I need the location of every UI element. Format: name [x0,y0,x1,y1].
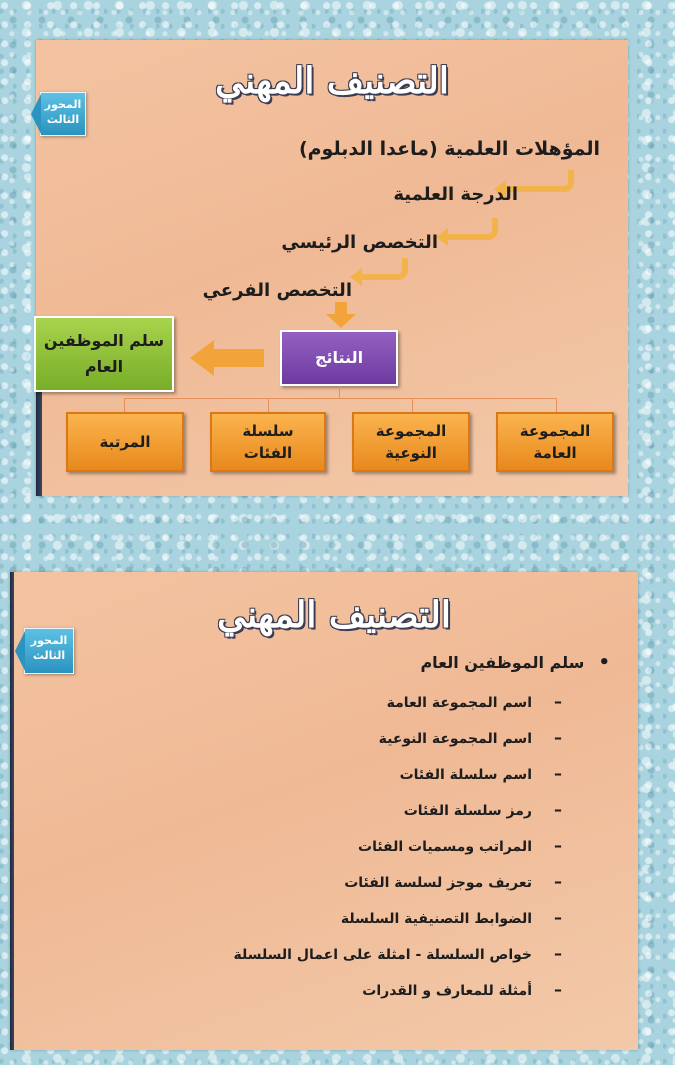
list-item [82,980,562,1016]
slide-2 [10,572,638,1050]
list-item-text: خواص السلسلة - امثلة على اعمال السلسلة [233,947,532,963]
hierarchy-level-4: التخصص الفرعي [202,280,352,301]
left-arrow-icon [190,340,264,376]
bullet-marker-icon: • [598,652,610,673]
employee-scale-line1: سلم الموظفين [43,331,165,350]
dash-marker: – [554,944,562,963]
connector-line [124,398,556,399]
list-item-text: اسم سلسلة الفئات [399,767,532,783]
list-item [82,944,562,980]
dash-marker: – [554,692,562,711]
section-tab[interactable] [24,628,74,674]
section-tab-line1: المحور [30,634,68,647]
dash-marker: – [554,908,562,927]
list-item-text: اسم المجموعة النوعية [378,731,532,747]
tab-arrow-icon [31,94,41,134]
hierarchy-level-2: الدرجة العلمية [393,184,518,205]
list-item-text: اسم المجموعة العامة [386,695,532,711]
section-tab-line2: الثالث [46,113,80,126]
employee-scale-box [34,316,174,392]
tab-arrow-icon [15,631,25,671]
main-bullet [90,652,610,673]
dash-marker: – [554,764,562,783]
connector-line [339,386,340,398]
section-tab-line2: الثالث [32,649,66,662]
dash-marker: – [554,728,562,747]
main-bullet-text: سلم الموظفين العام [420,653,585,672]
employee-scale-line2: العام [84,357,124,376]
box-line2: النوعية [385,444,437,462]
dash-marker: – [554,800,562,819]
box-line1: المجموعة [375,422,447,440]
connector-line [124,398,125,412]
section-tab-line1: المحور [44,98,82,111]
sub-list [82,692,562,1016]
hierarchy-level-3: التخصص الرئيسي [281,232,438,253]
list-item [82,836,562,872]
section-tab[interactable] [40,92,86,136]
box-line2: الفئات [243,444,293,462]
list-item [82,800,562,836]
box-line1: المرتبة [99,433,151,451]
list-item-text: رمز سلسلة الفئات [403,803,532,819]
connector-line [412,398,413,412]
general-group-box [496,412,614,472]
box-line1: المجموعة [519,422,591,440]
specific-group-box [352,412,470,472]
slide-edge [10,572,14,1050]
list-item [82,764,562,800]
list-item [82,908,562,944]
hierarchy-level-1: المؤهلات العلمية (ماعدا الدبلوم) [298,138,600,160]
dash-marker: – [554,980,562,999]
arrow-icon [446,218,498,240]
class-series-box [210,412,326,472]
slide-title: التصنيف المهني [217,594,451,636]
list-item-text: الضوابط التصنيفية السلسلة [340,911,532,927]
slide-1 [36,40,628,496]
dash-marker: – [554,872,562,891]
list-item-text: تعريف موجز لسلسة الفئات [344,875,532,891]
down-arrow-icon [326,302,356,328]
list-item [82,728,562,764]
box-line1: سلسلة [242,422,294,440]
arrow-icon [360,258,408,280]
list-item [82,692,562,728]
dash-marker: – [554,836,562,855]
connector-line [556,398,557,412]
box-line2: العامة [533,444,577,462]
list-item-text: المراتب ومسميات الفئات [358,839,532,855]
list-item-text: أمثلة للمعارف و القدرات [362,983,532,999]
connector-line [268,398,269,412]
list-item [82,872,562,908]
content-list [90,652,610,685]
grade-box [66,412,184,472]
slide-title: التصنيف المهني [215,60,449,102]
result-box: النتائج [280,330,398,386]
